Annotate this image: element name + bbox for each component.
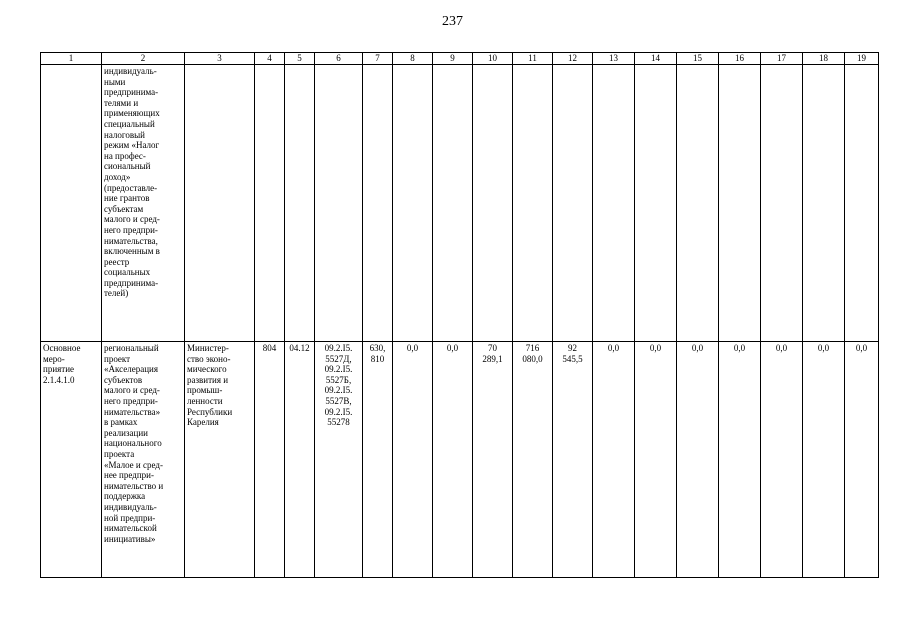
header-cell: 4: [255, 53, 285, 65]
table-cell: 92 545,5: [553, 342, 593, 578]
table-cell: 0,0: [719, 342, 761, 578]
table-cell: [513, 65, 553, 342]
header-cell: 11: [513, 53, 553, 65]
table-cell: [677, 65, 719, 342]
header-cell: 5: [285, 53, 315, 65]
table-cell: 0,0: [393, 342, 433, 578]
table-cell: [803, 65, 845, 342]
table-cell: [635, 65, 677, 342]
table-cell: 630, 810: [363, 342, 393, 578]
table-cell: [719, 65, 761, 342]
table-cell: 0,0: [433, 342, 473, 578]
table-cell: [845, 65, 879, 342]
header-cell: 17: [761, 53, 803, 65]
table-cell: Основное меро- приятие 2.1.4.1.0: [41, 342, 102, 578]
header-cell: 18: [803, 53, 845, 65]
header-cell: 7: [363, 53, 393, 65]
table-cell: 0,0: [677, 342, 719, 578]
table-row: [41, 65, 879, 342]
table-row: [41, 342, 879, 578]
table-cell: [41, 65, 102, 342]
table-cell: региональный проект «Акселерация субъектов малого и сред- него предпри- нимательства» в рамках реализации национального проекта «Малое и сред- нее предпри- нимательство и поддержка индивидуаль- ной предпри- нимательской инициативы»: [102, 342, 185, 578]
table-cell: [473, 65, 513, 342]
header-cell: 1: [41, 53, 102, 65]
header-cell: 14: [635, 53, 677, 65]
table-cell: 0,0: [593, 342, 635, 578]
table-header-row: [41, 53, 879, 65]
table-cell: Министер- ство эконо- мического развития и промыш- ленности Республики Карелия: [185, 342, 255, 578]
table-cell: 09.2.I5. 5527Д, 09.2.I5. 5527Б, 09.2.I5. 5527В, 09.2.I5. 55278: [315, 342, 363, 578]
table-cell: индивидуаль- ными предпринима- телями и применяющих специальный налоговый режим «Налог на профес- сиональный доход» (предоставле- ние грантов субъектам малого и сред- него предпри- нимательства, включенным в реестр социальных предпринима- телей): [102, 65, 185, 342]
table-cell: 0,0: [761, 342, 803, 578]
header-cell: 15: [677, 53, 719, 65]
header-cell: 19: [845, 53, 879, 65]
table-cell: [315, 65, 363, 342]
header-cell: 16: [719, 53, 761, 65]
header-cell: 3: [185, 53, 255, 65]
table-cell: [255, 65, 285, 342]
table-cell: 0,0: [803, 342, 845, 578]
header-cell: 12: [553, 53, 593, 65]
table-cell: 70 289,1: [473, 342, 513, 578]
table-cell: [363, 65, 393, 342]
table-cell: 04.12: [285, 342, 315, 578]
page-number: 237: [442, 14, 463, 29]
table-cell: 0,0: [635, 342, 677, 578]
table-cell: 804: [255, 342, 285, 578]
table-cell: [285, 65, 315, 342]
table-cell: 716 080,0: [513, 342, 553, 578]
header-cell: 2: [102, 53, 185, 65]
header-cell: 8: [393, 53, 433, 65]
table-cell: [393, 65, 433, 342]
table-cell: [593, 65, 635, 342]
header-cell: 6: [315, 53, 363, 65]
table-cell: [761, 65, 803, 342]
table-cell: [433, 65, 473, 342]
data-table: [40, 52, 879, 578]
header-cell: 9: [433, 53, 473, 65]
header-cell: 10: [473, 53, 513, 65]
table-cell: [553, 65, 593, 342]
table-cell: 0,0: [845, 342, 879, 578]
header-cell: 13: [593, 53, 635, 65]
table-cell: [185, 65, 255, 342]
